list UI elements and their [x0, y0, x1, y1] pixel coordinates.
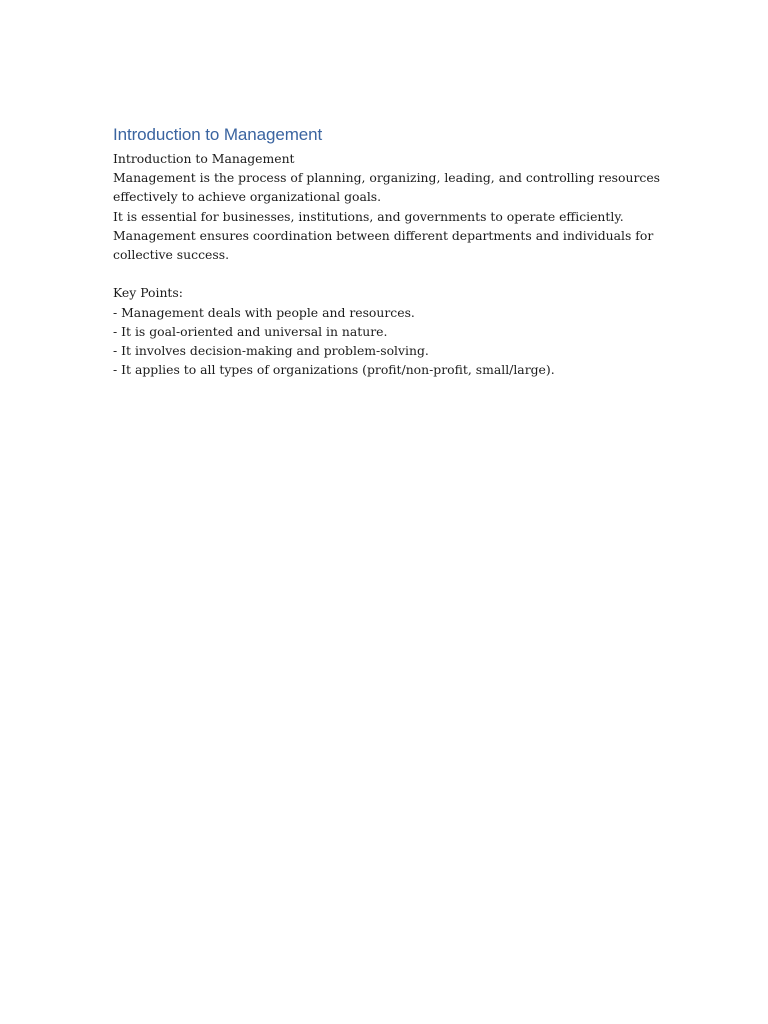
key-point-item: - Management deals with people and resources.: [113, 304, 415, 320]
body-line: Introduction to Management: [113, 151, 295, 166]
document-body: [113, 149, 661, 379]
key-points-label: Key Points:: [113, 285, 183, 301]
body-line: Management is the process of planning, organizing, leading, and controlling resources: [113, 170, 661, 186]
body-line: collective success.: [113, 247, 230, 263]
document-content: [113, 124, 661, 379]
body-line: It is essential for businesses, institutions, and governments to operate efficiently.: [113, 208, 624, 224]
document-heading: Introduction to Management: [113, 125, 323, 144]
paragraph-spacer: [113, 264, 653, 283]
body-line: effectively to achieve organizational goals.: [113, 189, 382, 205]
body-line: Management ensures coordination between different departments and individuals for: [113, 227, 654, 243]
key-point-item: - It involves decision-making and problem-solving.: [113, 343, 429, 359]
key-point-item: - It is goal-oriented and universal in nature.: [113, 323, 388, 339]
key-point-item: - It applies to all types of organizations (profit/non-profit, small/large).: [113, 362, 555, 378]
